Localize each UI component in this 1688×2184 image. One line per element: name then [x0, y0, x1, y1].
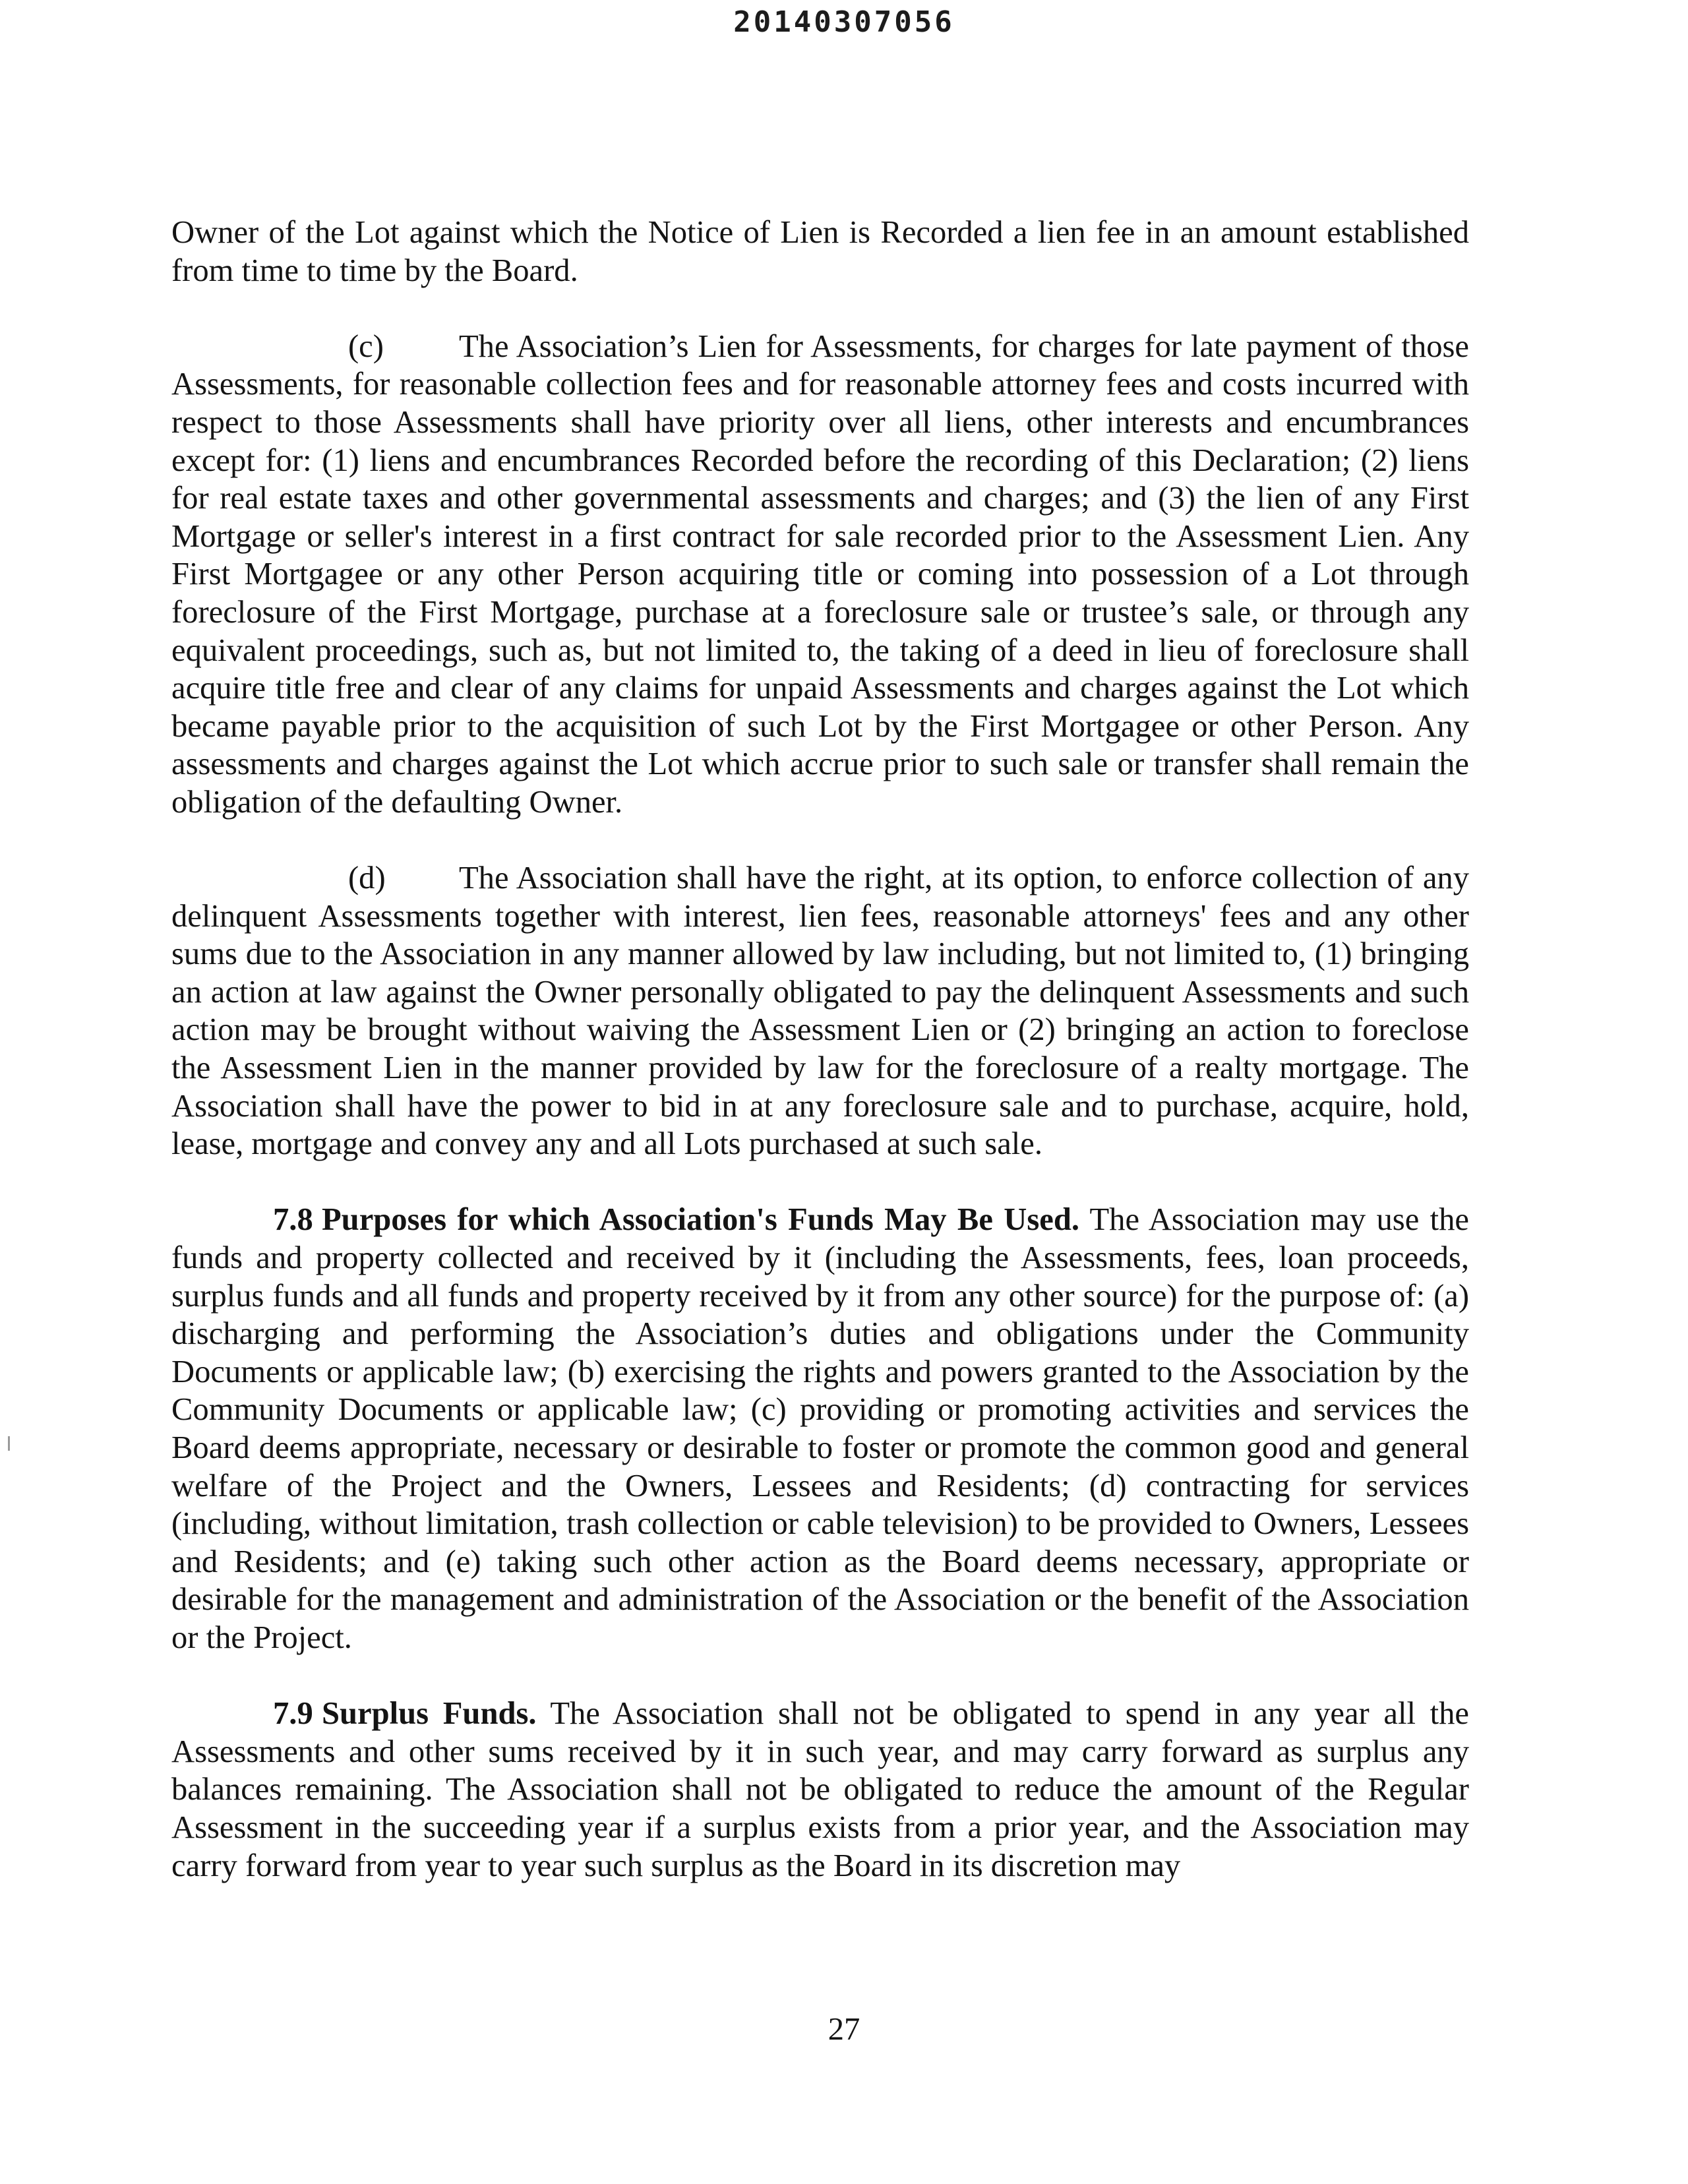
subsection-marker-c: (c) [348, 328, 384, 364]
paragraph-text: The Association may use the funds and property collected and received by it (including the Assessments, fees, loan proceeds, surplus funds and all funds and property received by it from any other source) for the purpose of: (a) discharging and performing the Association’s duties and obligations under the Community Documents or applicable law; (b) exercising the rights and powers granted to the Association by the Community Documents or applicable law; (c) providing or promoting activities and services the Board deems appropriate, necessary or desirable to foster or promote the common good and general welfare of the Project and the Owners, Lessees and Residents; (d) contracting for services (including, without limitation, trash collection or cable television) to be provided to Owners, Lessees and Residents; and (e) taking such other action as the Board deems necessary, appropriate or desirable for the management and administration of the Association or the benefit of the Association or the Project. [171, 1201, 1470, 1655]
paragraph-text: The Association’s Lien for Assessments, for charges for late payment of those Assessments, for reasonable collection fees and for reasonable attorney fees and costs incurred with respect to those Assessments shall have priority over all liens, other interests and encumbrances except for: (1) liens and encumbrances Recorded before the recording of this Declaration; (2) liens for real estate taxes and other governmental assessments and charges; and (3) the lien of any First Mortgage or seller's interest in a first contract for sale recorded prior to the Assessment Lien. Any First Mortgagee or any other Person acquiring title or coming into possession of a Lot through foreclosure of the First Mortgage, purchase at a foreclosure sale or trustee’s sale, or through any equivalent proceedings, such as, but not limited to, the taking of a deed in lieu of foreclosure shall acquire title free and clear of any claims for unpaid Assessments and charges against the Lot which became payable prior to the acquisition of such Lot by the First Mortgagee or other Person. Any assessments and charges against the Lot which accrue prior to such sale or transfer shall remain the obligation of the defaulting Owner. [171, 328, 1469, 820]
section-heading: Purposes for which Association's Funds May Be Used. [322, 1201, 1079, 1238]
section-heading: Surplus Funds. [322, 1695, 537, 1732]
paragraph-lien-fee-continuation [171, 214, 1469, 289]
section-number: 7.8 [273, 1201, 313, 1238]
margin-mark [8, 1436, 10, 1451]
document-body [171, 214, 1469, 1885]
paragraph-c-lien-priority [171, 328, 1469, 822]
section-7-9-surplus-funds [171, 1695, 1469, 1885]
document-number: 20140307056 [733, 5, 955, 39]
section-number: 7.9 [273, 1695, 313, 1732]
page-number: 27 [828, 2011, 860, 2047]
paragraph-text: The Association shall not be obligated to spend in any year all the Assessments and other sums received by it in such year, and may carry forward as surplus any balances remaining. The Association shall not be obligated to reduce the amount of the Regular Assessment in the succeeding year if a surplus exists from a prior year, and the Association may carry forward from year to year such surplus as the Board in its discretion may [171, 1695, 1469, 1883]
paragraph-d-enforce-collection [171, 859, 1469, 1163]
paragraph-text: Owner of the Lot against which the Notice of Lien is Recorded a lien fee in an amount established from time to time by the Board. [171, 214, 1469, 288]
subsection-marker-d: (d) [348, 860, 386, 896]
section-7-8-purposes [171, 1201, 1469, 1656]
paragraph-text: The Association shall have the right, at its option, to enforce collection of any delinquent Assessments together with interest, lien fees, reasonable attorneys' fees and any other sums due to the Association in any manner allowed by law including, but not limited to, (1) bringing an action at law against the Owner personally obligated to pay the delinquent Assessments and such action may be brought without waiving the Assessment Lien or (2) bringing an action to foreclose the Assessment Lien in the manner provided by law for the foreclosure of a realty mortgage. The Association shall have the power to bid in at any foreclosure sale and to purchase, acquire, hold, lease, mortgage and convey any and all Lots purchased at such sale. [171, 860, 1469, 1162]
